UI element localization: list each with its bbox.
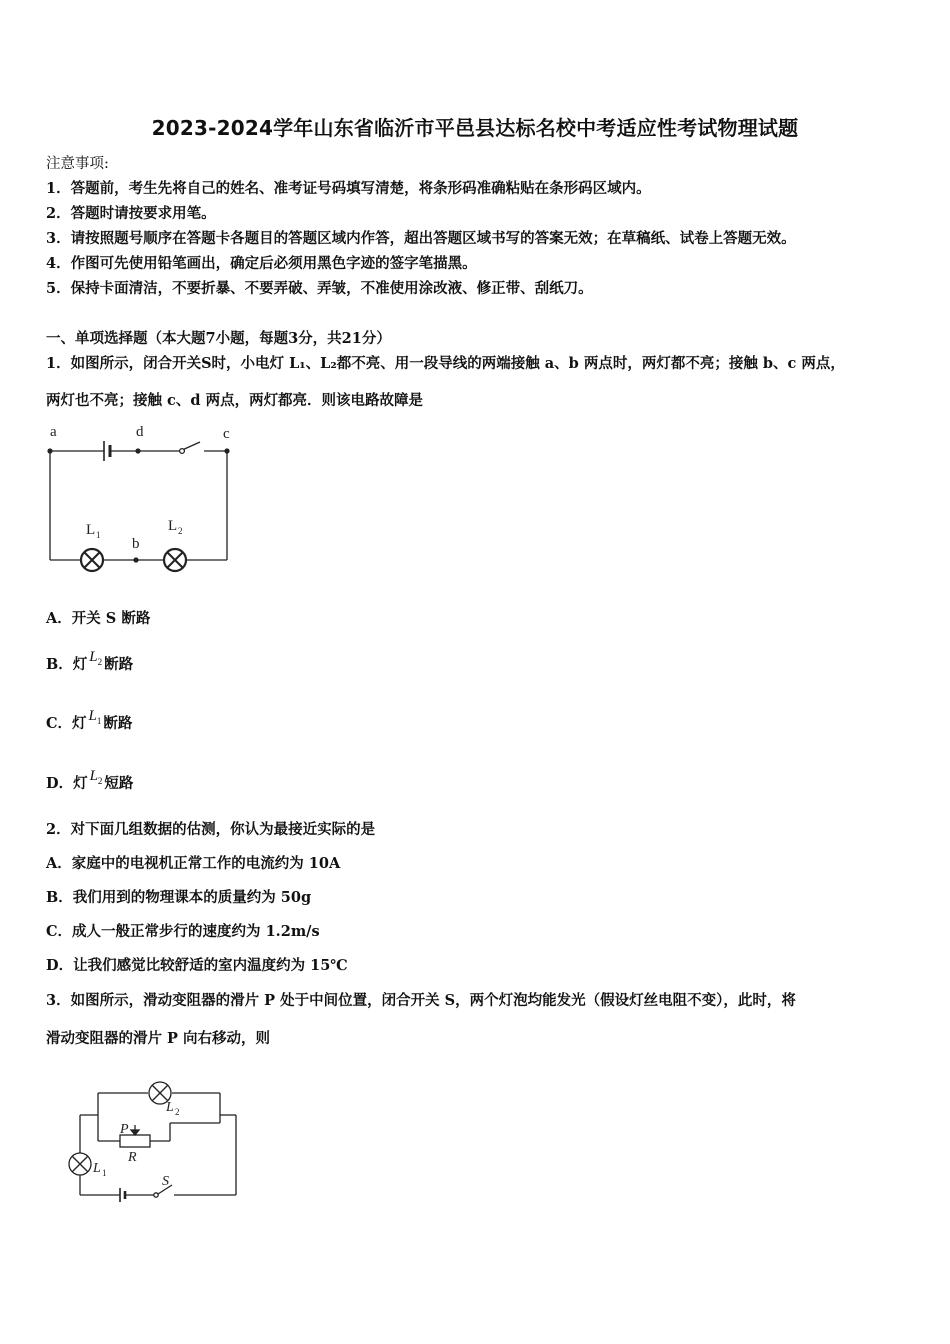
q1-option-a[interactable]: A．开关 S 断路 <box>46 610 151 627</box>
q3-label-S: S <box>162 1174 169 1189</box>
q1-option-d-suffix: 短路 <box>104 775 134 792</box>
q1-option-d-subscript: 2 <box>97 776 103 786</box>
notice-heading: 注意事项: <box>46 156 109 172</box>
q2-option-b[interactable]: B．我们用到的物理课本的质量约为 50g <box>46 889 312 906</box>
notice-item-3: 3．请按照题号顺序在答题卡各题目的答题区域内作答，超出答题区域书写的答案无效；在草稿纸、试卷上答题无效。 <box>46 230 796 247</box>
q1-option-c-symbol: L <box>88 708 97 724</box>
q1-circuit-diagram <box>40 418 250 588</box>
label-a: a <box>50 424 57 440</box>
q1-option-b-prefix: B．灯 <box>46 656 88 673</box>
q1-option-c-suffix: 断路 <box>103 715 133 732</box>
section-heading: 一、单项选择题（本大题7小题，每题3分，共21分） <box>46 330 391 347</box>
label-b: b <box>132 536 140 552</box>
label-L1-sub: 1 <box>96 530 101 540</box>
label-L1: L <box>86 522 96 538</box>
q3-label-P: P <box>120 1122 129 1137</box>
q1-option-c[interactable] <box>46 708 133 734</box>
q1-option-b[interactable] <box>46 649 134 675</box>
notice-item-2: 2．答题时请按要求用笔。 <box>46 205 216 222</box>
q1-stem-line2: 两灯也不亮；接触 c、d 两点，两灯都亮．则该电路故障是 <box>46 392 424 409</box>
q3-stem-line2: 滑动变阻器的滑片 P 向右移动，则 <box>46 1030 270 1047</box>
q3-label-L1: L <box>93 1161 101 1176</box>
q1-option-b-symbol: L <box>89 649 98 665</box>
label-L2: L <box>168 518 178 534</box>
label-d: d <box>136 424 144 440</box>
q2-option-d[interactable]: D．让我们感觉比较舒适的室内温度约为 15℃ <box>46 957 348 974</box>
notice-item-1: 1．答题前，考生先将自己的姓名、准考证号码填写清楚，将条形码准确粘贴在条形码区域内。 <box>46 180 651 197</box>
page-title: 2023-2024学年山东省临沂市平邑县达标名校中考适应性考试物理试题 <box>151 116 799 140</box>
q1-option-d-prefix: D．灯 <box>46 775 88 792</box>
q1-option-d[interactable] <box>46 768 134 794</box>
q3-label-L1-sub: 1 <box>102 1168 107 1178</box>
label-L2-sub: 2 <box>178 526 183 536</box>
q3-label-R: R <box>128 1150 137 1165</box>
q3-label-L2: L <box>166 1100 174 1115</box>
q2-option-c[interactable]: C．成人一般正常步行的速度约为 1.2m/s <box>46 923 320 940</box>
label-c: c <box>223 426 230 442</box>
q1-option-c-subscript: 1 <box>96 716 102 726</box>
q2-option-a[interactable]: A．家庭中的电视机正常工作的电流约为 10A <box>46 855 341 872</box>
q1-option-b-suffix: 断路 <box>104 656 134 673</box>
q3-stem-line1: 3．如图所示，滑动变阻器的滑片 P 处于中间位置，闭合开关 S，两个灯泡均能发光（假设灯丝电阻不变），此时，将 <box>46 992 796 1009</box>
notice-item-5: 5．保持卡面清洁，不要折暴、不要弄破、弄皱，不准使用涂改液、修正带、刮纸刀。 <box>46 280 593 297</box>
q3-label-L2-sub: 2 <box>175 1107 180 1117</box>
q1-stem-line1: 1．如图所示，闭合开关S时，小电灯 L₁、L₂都不亮、用一段导线的两端接触 a、b 两点时，两灯都不亮；接触 b、c 两点， <box>46 355 845 372</box>
q1-option-d-symbol: L <box>89 768 98 784</box>
q2-stem: 2．对下面几组数据的估测，你认为最接近实际的是 <box>46 821 376 838</box>
q1-option-b-subscript: 2 <box>97 657 103 667</box>
q3-circuit-diagram <box>62 1075 247 1215</box>
q1-option-c-prefix: C．灯 <box>46 715 87 732</box>
notice-item-4: 4．作图可先使用铅笔画出，确定后必须用黑色字迹的签字笔描黑。 <box>46 255 477 272</box>
